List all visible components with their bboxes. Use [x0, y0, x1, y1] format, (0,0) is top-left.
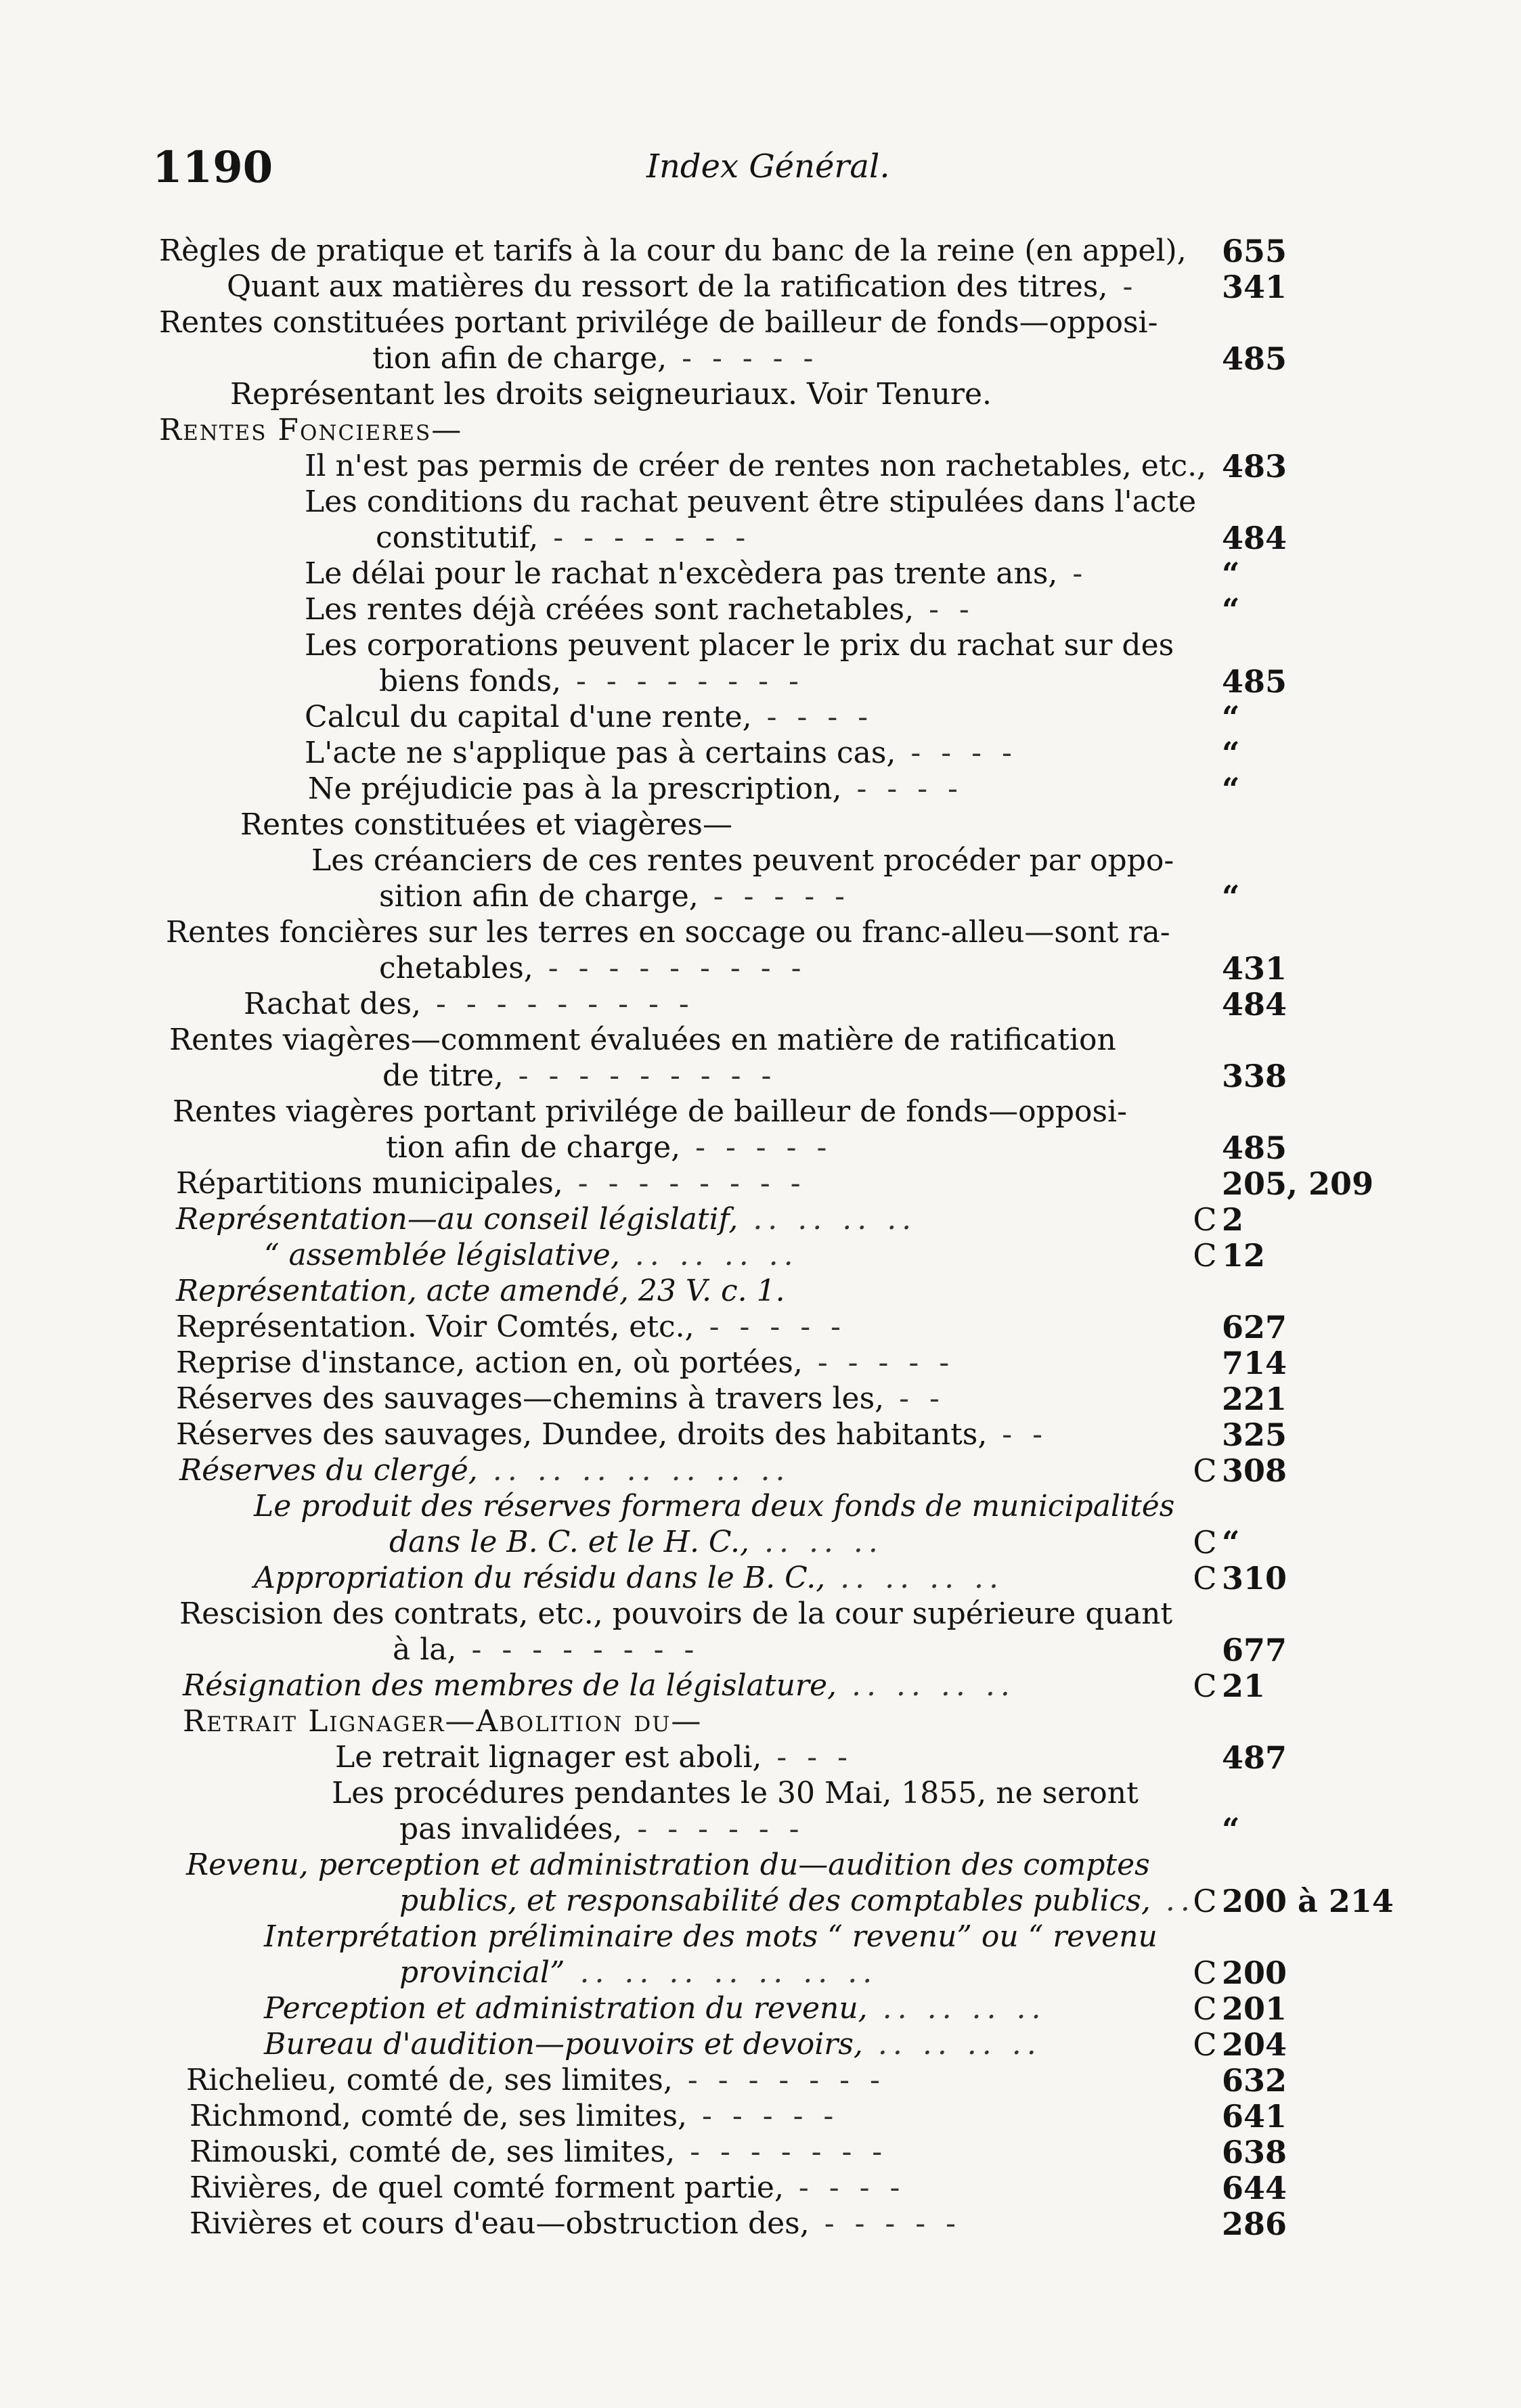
entry-text: Réserves des sauvages—chemins à travers les,	[176, 1381, 885, 1416]
entry-text: Les conditions du rachat peuvent être stipulées dans l'acte	[305, 485, 1197, 519]
page-reference: 308	[1222, 1452, 1287, 1489]
entry-text: sition afin de charge,	[379, 879, 699, 914]
entry-text: de titre,	[382, 1058, 504, 1093]
dot-leader: ..	[1150, 1883, 1195, 1918]
index-entry	[166, 915, 1170, 950]
entry-text: Les corporations peuvent placer le prix du rachat sur des	[305, 628, 1174, 663]
index-entry	[305, 628, 1174, 663]
entry-text: Richmond, comté de, ses limites,	[190, 2099, 688, 2133]
dot-leader: .. .. .. ..	[862, 2027, 1042, 2061]
index-entry	[186, 2063, 885, 2098]
index-entry	[227, 269, 1138, 305]
index-entry	[190, 2206, 961, 2242]
index-entry	[183, 1704, 702, 1739]
dot-leader: .. .. .. ..	[836, 1668, 1015, 1703]
dot-leader: - - - -	[896, 736, 1017, 770]
entry-text: à la,	[393, 1632, 457, 1667]
page-reference: 325	[1222, 1417, 1287, 1453]
entry-text: Les créanciers de ces rentes peuvent procéder par oppo-	[311, 843, 1174, 878]
entry-text: Réserves du clergé,	[179, 1453, 478, 1488]
page-reference: 641	[1222, 2098, 1287, 2135]
index-entry	[379, 951, 806, 986]
page-reference: “	[1222, 556, 1240, 592]
page-reference: “	[1222, 699, 1240, 736]
code-marker: C	[1193, 1237, 1217, 1274]
entry-text: Rentes viagères—comment évaluées en matière de ratification	[169, 1023, 1116, 1057]
entry-text: biens fonds,	[379, 664, 562, 698]
entry-text: Représentant les droits seigneuriaux. Voir Tenure.	[230, 377, 992, 411]
entry-text: Les rentes déjà créées sont rachetables,	[305, 592, 914, 627]
entry-text: publics, et responsabilité des comptables publics,	[399, 1883, 1151, 1918]
page-reference: 221	[1222, 1381, 1287, 1417]
index-entry	[305, 700, 873, 735]
page-reference: 632	[1222, 2062, 1287, 2099]
entry-text: Quant aux matières du ressort de la ratification des titres,	[227, 269, 1108, 304]
page-reference: 638	[1222, 2134, 1287, 2170]
entry-text: Règles de pratique et tarifs à la cour du banc de la reine (en appel),	[159, 233, 1187, 268]
page-reference: “	[1222, 1811, 1240, 1848]
dot-leader: - - - - -	[667, 341, 819, 376]
dot-leader: - - - - -	[802, 1345, 955, 1380]
index-entry	[230, 377, 992, 412]
dot-leader: - - - - - - -	[675, 2135, 888, 2169]
dot-leader: .. .. .. ..	[867, 1991, 1046, 2026]
dot-leader: - - - - -	[680, 1130, 833, 1165]
index-entry	[305, 556, 1088, 592]
entry-text: provincial”	[399, 1955, 565, 1990]
dot-leader: .. .. .. .. .. .. ..	[565, 1955, 878, 1990]
index-entry	[335, 1740, 853, 1775]
entry-text: Rentes constituées portant privilége de bailleur de fonds—opposi-	[159, 305, 1158, 340]
entry-text: Rachat des,	[244, 987, 422, 1021]
dot-leader: - -	[914, 592, 975, 627]
entry-text: Rentes foncières sur les terres en soccage ou franc-alleu—sont ra-	[166, 915, 1170, 950]
entry-text: Reprise d'instance, action en, où portées,	[176, 1345, 803, 1380]
code-marker: C	[1193, 1990, 1217, 2027]
index-entry	[176, 1381, 945, 1417]
index-entry	[308, 772, 963, 807]
dot-leader: - - -	[762, 1740, 853, 1775]
index-entry	[179, 1453, 790, 1488]
entry-text: Les procédures pendantes le 30 Mai, 1855, ne seront	[332, 1776, 1139, 1810]
page-reference: 341	[1222, 269, 1287, 305]
page-header	[152, 142, 1405, 203]
page-reference: “	[1222, 878, 1240, 915]
index-entry	[186, 1848, 1150, 1883]
entry-text: pas invalidées,	[399, 1812, 623, 1846]
index-entry	[240, 807, 732, 843]
dot-leader: - - - - -	[698, 879, 851, 914]
code-marker: C	[1193, 2026, 1217, 2063]
index-entry	[179, 1597, 1172, 1632]
page-reference: 2	[1222, 1201, 1244, 1238]
dot-leader: - - - - - - - - -	[533, 951, 807, 985]
entry-text: chetables,	[379, 951, 533, 985]
code-marker: C	[1193, 1955, 1217, 1991]
entry-text: Représentation—au conseil législatif,	[176, 1202, 739, 1236]
dot-leader: -	[1107, 269, 1139, 304]
entry-text: Réserves des sauvages, Dundee, droits des habitants,	[176, 1417, 988, 1452]
index-entry	[382, 1058, 776, 1094]
index-entry	[399, 1883, 1195, 1919]
index-entry	[176, 1274, 785, 1309]
entry-text: Représentation, acte amendé, 23 V. c. 1.	[176, 1274, 785, 1308]
page-reference: 484	[1222, 986, 1287, 1023]
index-entry	[176, 1310, 846, 1345]
index-entry	[159, 305, 1158, 340]
entry-text: Rimouski, comté de, ses limites,	[190, 2135, 676, 2169]
page-reference: “	[1222, 735, 1240, 772]
entry-text: Rivières, de quel comté forment partie,	[190, 2170, 784, 2205]
page-reference: “	[1222, 592, 1240, 628]
index-entry	[190, 2099, 839, 2134]
index-entry	[176, 1202, 917, 1237]
entry-text: Représentation. Voir Comtés, etc.,	[176, 1310, 695, 1344]
page-reference: 204	[1222, 2026, 1287, 2063]
index-entry	[264, 1991, 1046, 2026]
entry-text: Il n'est pas permis de créer de rentes non rachetables, etc.,	[305, 449, 1207, 483]
dot-leader: - - - - - - - -	[561, 664, 804, 698]
entry-text: Rescision des contrats, etc., pouvoirs de la cour supérieure quant	[179, 1597, 1173, 1631]
dot-leader: - - - - -	[809, 2206, 962, 2241]
entry-text: Rentes constituées et viagères—	[240, 807, 732, 842]
page-reference: 286	[1222, 2206, 1287, 2242]
index-entry	[305, 736, 1017, 771]
page-reference: 483	[1222, 448, 1287, 485]
index-entry	[264, 2027, 1042, 2062]
index-entry	[254, 1561, 1004, 1596]
code-marker: C	[1193, 1560, 1217, 1597]
entry-text: Perception et administration du revenu,	[264, 1991, 868, 2026]
index-entry	[176, 1417, 1048, 1452]
entry-text: tion afin de charge,	[386, 1130, 681, 1165]
dot-leader: - - - - - - -	[538, 520, 751, 555]
dot-leader: .. .. .. ..	[738, 1202, 917, 1236]
index-entry	[159, 233, 1185, 269]
page-reference: 205, 209	[1222, 1165, 1374, 1202]
index-entry	[376, 520, 751, 556]
code-marker: C	[1193, 1452, 1217, 1489]
dot-leader: - - - - - - - -	[456, 1632, 700, 1667]
page-reference: “	[1222, 1524, 1240, 1561]
dot-leader: - -	[987, 1417, 1049, 1452]
entry-text: Bureau d'audition—pouvoirs et devoirs,	[264, 2027, 863, 2061]
entry-text: Rivières et cours d'eau—obstruction des,	[190, 2206, 810, 2241]
dot-leader: - -	[884, 1381, 945, 1416]
entry-text: Appropriation du résidu dans le B. C.,	[254, 1561, 826, 1595]
entry-text: Interprétation préliminaire des mots “ revenu” ou “ revenu	[264, 1919, 1158, 1954]
entry-text: Richelieu, comté de, ses limites,	[186, 2063, 673, 2097]
index-entry	[311, 843, 1174, 878]
dot-leader: - - - - - - - - -	[503, 1058, 777, 1093]
page-reference: 655	[1222, 233, 1287, 269]
entry-text: Le produit des réserves formera deux fonds de municipalités	[254, 1489, 1175, 1523]
index-entry	[254, 1489, 1174, 1524]
dot-leader: - - - - -	[694, 1310, 846, 1344]
dot-leader: - - - -	[751, 700, 874, 734]
page-reference: 431	[1222, 950, 1287, 987]
entry-text: “ assemblée législative,	[264, 1238, 620, 1272]
dot-leader: .. .. ..	[749, 1525, 883, 1559]
page-reference: 677	[1222, 1632, 1287, 1668]
entry-text: dans le B. C. et le H. C.,	[389, 1525, 749, 1559]
index-entry	[386, 1130, 832, 1165]
page-reference: 201	[1222, 1990, 1287, 2027]
dot-leader: - - - - - - - - -	[421, 987, 695, 1021]
dot-leader: .. .. .. .. .. .. ..	[477, 1453, 791, 1488]
index-entry	[190, 2135, 887, 2170]
entry-text: Calcul du capital d'une rente,	[305, 700, 752, 734]
page-reference: 484	[1222, 520, 1287, 556]
index-entry	[305, 449, 1207, 484]
page-reference: 485	[1222, 340, 1287, 377]
page-reference: 21	[1222, 1668, 1266, 1704]
entry-text: Retrait Lignager—Abolition du—	[183, 1704, 703, 1739]
entry-text: constitutif,	[376, 520, 539, 555]
index-entry	[389, 1525, 883, 1560]
entry-text: Le délai pour le rachat n'excèdera pas trente ans,	[305, 556, 1058, 591]
dot-leader: .. .. .. ..	[619, 1238, 799, 1272]
page-reference: 714	[1222, 1345, 1287, 1381]
index-entry	[173, 1094, 1127, 1130]
entry-text: Résignation des membres de la législature,	[183, 1668, 837, 1703]
dot-leader: - - - -	[783, 2170, 906, 2205]
index-entry	[379, 879, 850, 914]
entry-text: Rentes viagères portant privilége de bailleur de fonds—opposi-	[173, 1094, 1127, 1129]
index-entry	[399, 1955, 877, 1990]
entry-text: Répartitions municipales,	[176, 1166, 563, 1201]
index-entry	[305, 592, 975, 627]
index-entry	[176, 1345, 954, 1381]
index-entry	[264, 1919, 1158, 1955]
index-entry	[332, 1776, 1139, 1811]
index-entry	[393, 1632, 699, 1668]
page-reference: 338	[1222, 1058, 1287, 1094]
dot-leader: - - - - - -	[622, 1812, 805, 1846]
entry-text: Le retrait lignager est aboli,	[335, 1740, 762, 1775]
dot-leader: .. .. .. ..	[825, 1561, 1005, 1595]
running-title: Index Général.	[646, 148, 890, 185]
page-reference: 310	[1222, 1560, 1287, 1597]
index-entry	[190, 2170, 905, 2206]
entry-text: Rentes Foncieres—	[159, 413, 463, 447]
index-entry	[169, 1023, 1116, 1058]
index-entry	[244, 987, 695, 1022]
page-reference: 485	[1222, 663, 1287, 700]
page-reference: 12	[1222, 1237, 1266, 1274]
dot-leader: - - - - - - -	[672, 2063, 885, 2097]
code-marker: C	[1193, 1883, 1217, 1919]
code-marker: C	[1193, 1668, 1217, 1704]
page-reference: 487	[1222, 1739, 1287, 1776]
dot-leader: - - - - -	[687, 2099, 839, 2133]
index-entry	[183, 1668, 1015, 1703]
entry-text: tion afin de charge,	[372, 341, 667, 376]
index-entry	[305, 485, 1197, 520]
page-reference: 200 à 214	[1222, 1883, 1394, 1919]
entry-text: Revenu, perception et administration du—audition des comptes	[186, 1848, 1150, 1882]
page-reference: 644	[1222, 2170, 1287, 2206]
index-entry	[159, 413, 462, 448]
dot-leader: - - - - - - - -	[563, 1166, 806, 1201]
index-entry	[264, 1238, 799, 1273]
index-entry	[372, 341, 818, 376]
page-reference: 485	[1222, 1130, 1287, 1166]
dot-leader: -	[1057, 556, 1088, 591]
code-marker: C	[1193, 1524, 1217, 1561]
page-reference: “	[1222, 771, 1240, 807]
index-entry	[379, 664, 804, 699]
page-reference: 200	[1222, 1955, 1287, 1991]
code-marker: C	[1193, 1201, 1217, 1238]
page-number: 1190	[152, 142, 273, 193]
index-entry	[399, 1812, 805, 1847]
entry-text: Ne préjudicie pas à la prescription,	[308, 772, 842, 806]
dot-leader: - - - -	[841, 772, 963, 806]
entry-text: L'acte ne s'applique pas à certains cas,	[305, 736, 896, 770]
index-entry	[176, 1166, 806, 1201]
page-reference: 627	[1222, 1309, 1287, 1345]
